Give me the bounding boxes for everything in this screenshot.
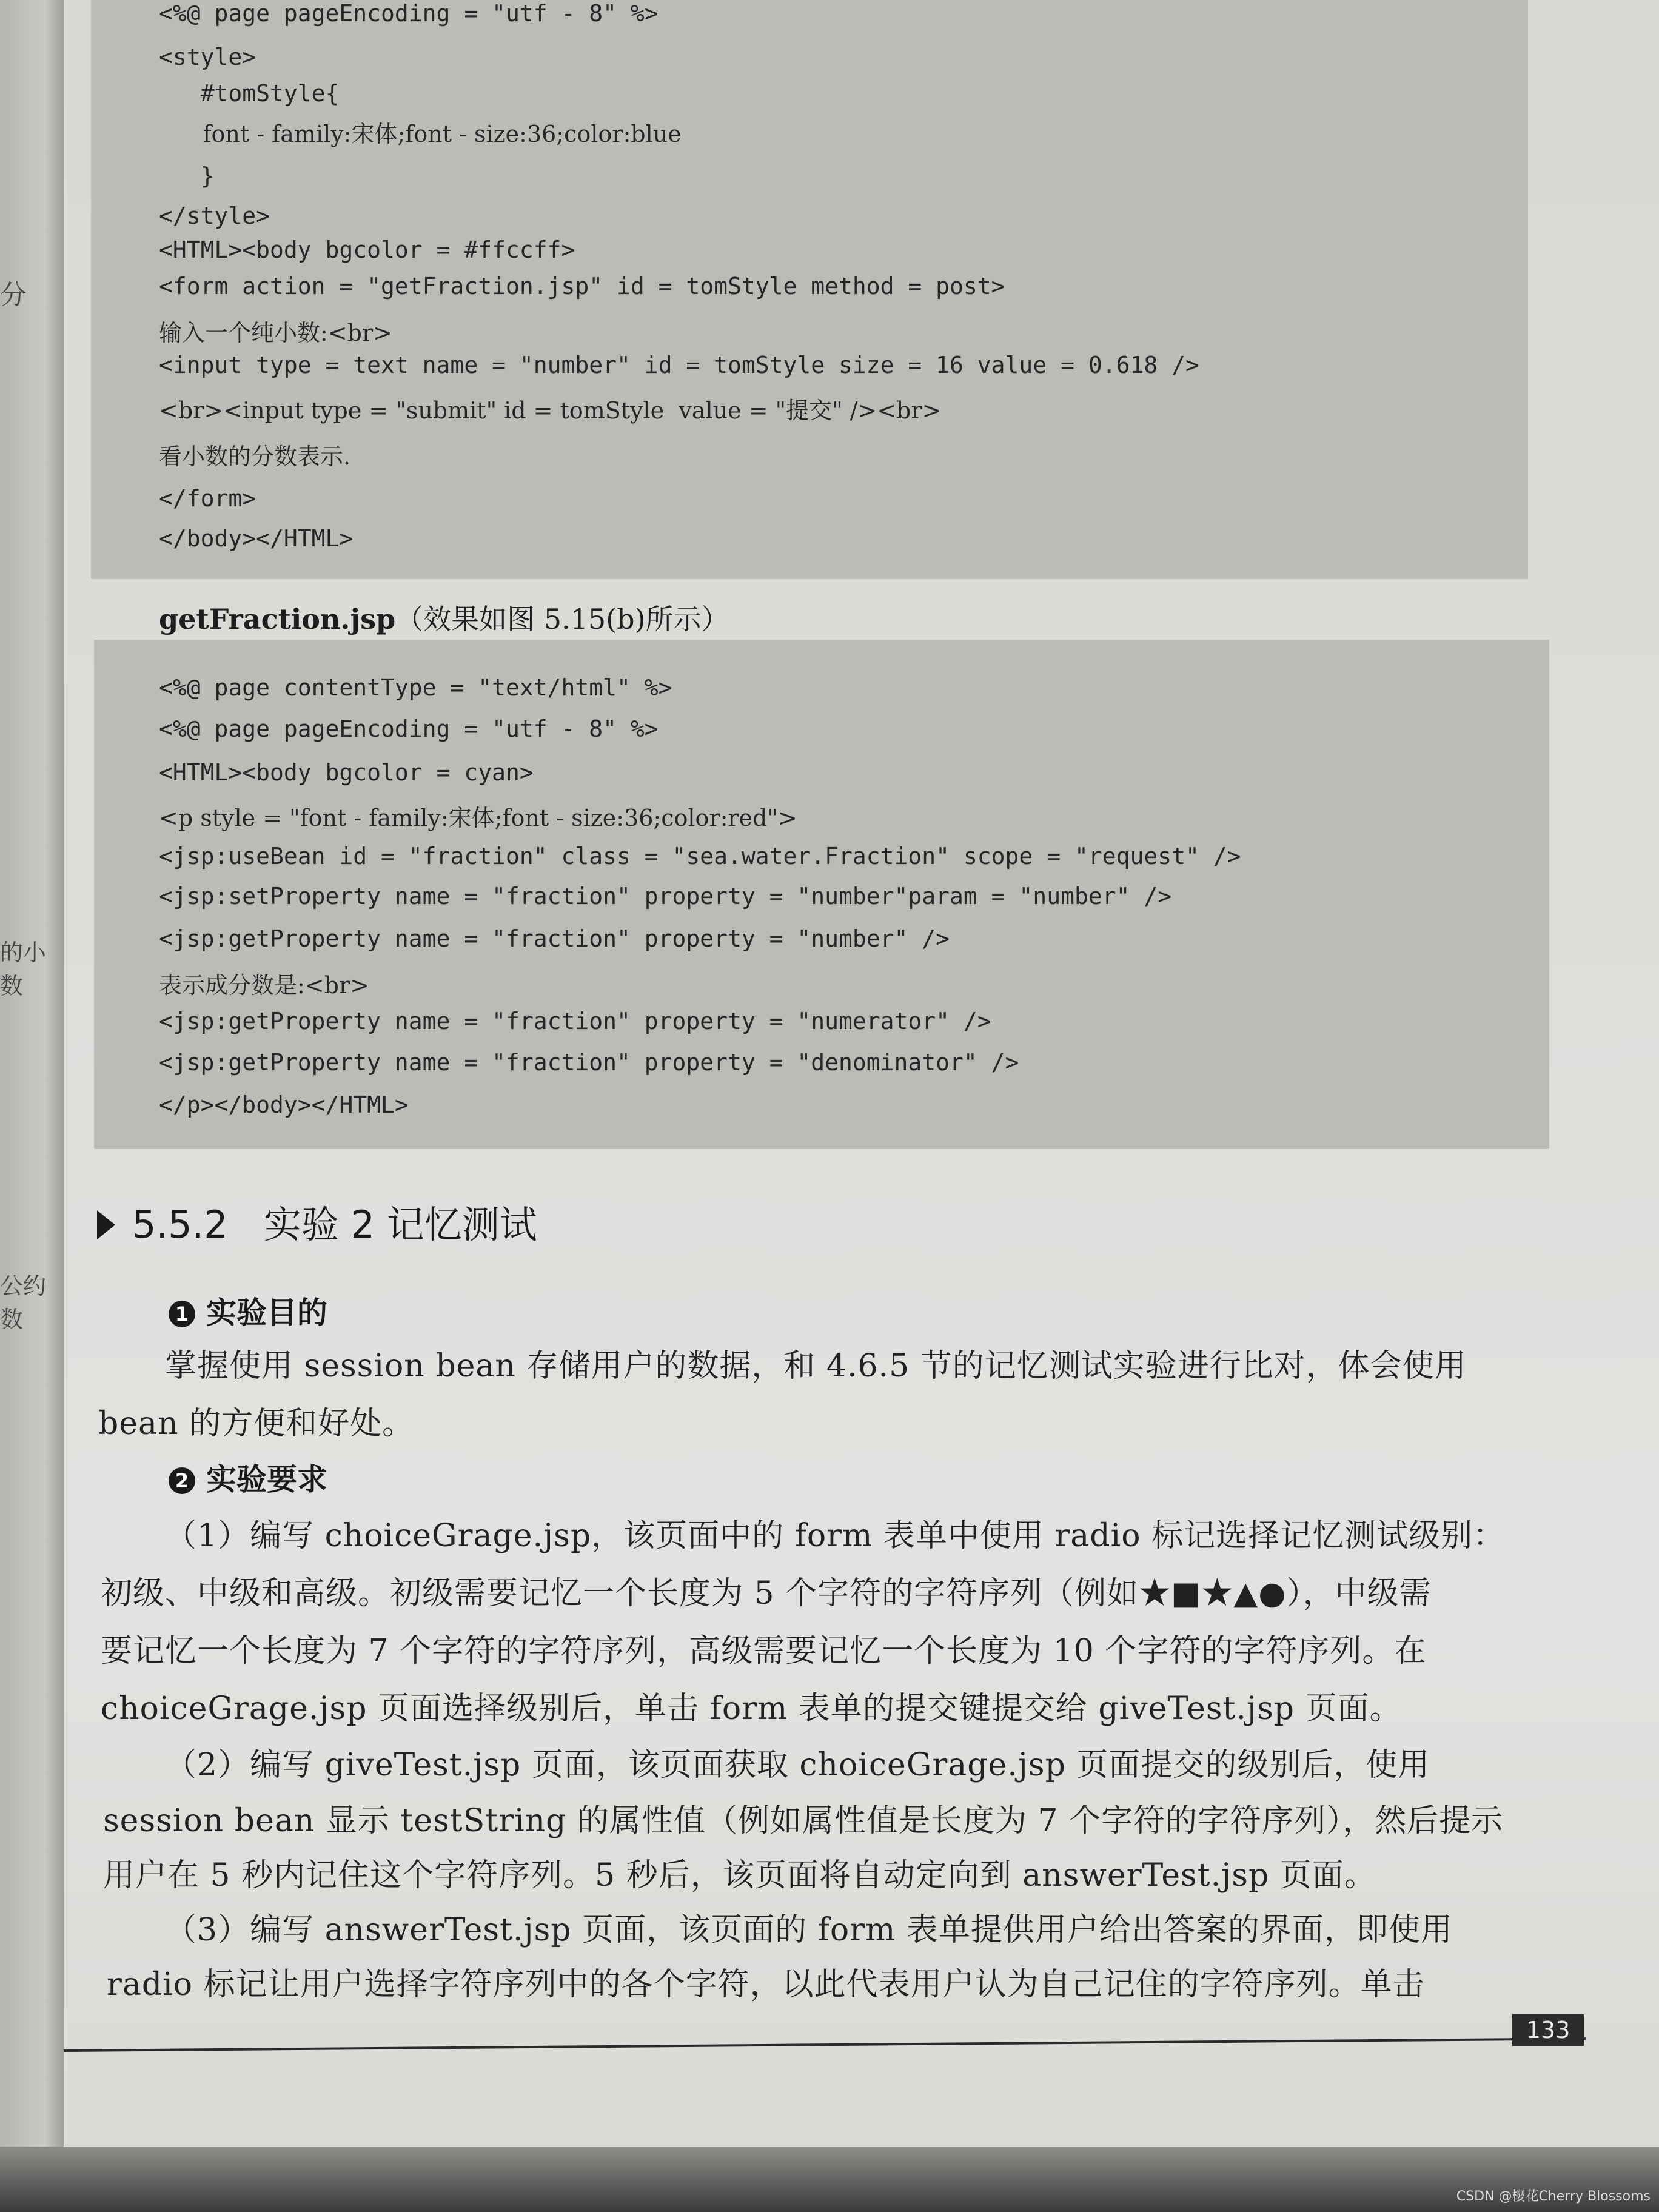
paragraph-line: 要记忆一个长度为 7 个字符的字符序列，高级需要记忆一个长度为 10 个字符的字符序列。在 [101, 1633, 1427, 1669]
subhead-requirements [169, 1455, 327, 1499]
code-line: 输入一个纯小数:<br> [159, 320, 392, 346]
code-line: 看小数的分数表示. [159, 443, 351, 470]
code-line: <form action = "getFraction.jsp" id = tomStyle method = post> [159, 273, 1005, 300]
code-line: <p style = "font - family:宋体;font - size:36;color:red"> [159, 805, 797, 831]
code-line: </body></HTML> [159, 525, 354, 552]
paragraph-line: （1）编写 choiceGrage.jsp，该页面中的 form 表单中使用 radio 标记选择记忆测试级别： [165, 1518, 1506, 1554]
section-heading [132, 1195, 537, 1248]
code-line: #tomStyle{ [159, 80, 340, 107]
code-line: <HTML><body bgcolor = cyan> [159, 759, 534, 786]
paragraph-line: （3）编写 answerTest.jsp 页面，该页面的 form 表单提供用户给出答案的界面，即使用 [165, 1912, 1453, 1948]
page-edge-shadow [0, 2147, 1659, 2212]
paragraph-line: 用户在 5 秒内记住这个字符序列。5 秒后，该页面将自动定向到 answerTest.jsp 页面。 [103, 1857, 1376, 1894]
code-line: font - family:宋体;font - size:36;color:blue [159, 121, 682, 147]
margin-fragment: 分 [0, 280, 27, 310]
code-line: <jsp:getProperty name = "fraction" property = "denominator" /> [159, 1049, 1019, 1076]
code-line: <jsp:setProperty name = "fraction" property = "number"param = "number" /> [159, 883, 1172, 910]
circled-number-icon: 2 [169, 1467, 195, 1494]
margin-fragment: 的小数 [0, 939, 47, 999]
paragraph-line: session bean 显示 testString 的属性值（例如属性值是长度为 7 个字符的字符序列），然后提示 [103, 1803, 1504, 1839]
caption-filename: getFraction.jsp [159, 603, 396, 635]
paragraph-line: （2）编写 giveTest.jsp 页面，该页面获取 choiceGrage.jsp 页面提交的级别后，使用 [165, 1747, 1430, 1783]
caption-note: （效果如图 5.15(b)所示） [395, 603, 729, 635]
code-line: <jsp:getProperty name = "fraction" property = "number" /> [159, 925, 950, 952]
code-line: 表示成分数是:<br> [159, 972, 369, 999]
paragraph-line: radio 标记让用户选择字符序列中的各个字符，以此代表用户认为自己记住的字符序列。单击 [107, 1966, 1425, 2003]
section-number: 5.5.2 [132, 1202, 228, 1247]
paragraph-line: choiceGrage.jsp 页面选择级别后，单击 form 表单的提交键提交给 giveTest.jsp 页面。 [101, 1691, 1402, 1727]
circled-number-icon: 1 [169, 1301, 195, 1327]
code-caption [159, 597, 729, 637]
previous-page-margin [0, 0, 64, 2212]
subhead-label: 实验目的 [206, 1295, 327, 1330]
subhead-label: 实验要求 [206, 1461, 327, 1497]
code-line: <%@ page contentType = "text/html" %> [159, 674, 672, 701]
code-line: <jsp:getProperty name = "fraction" property = "numerator" /> [159, 1008, 991, 1034]
code-line: } [159, 163, 215, 189]
subhead-purpose [169, 1289, 327, 1332]
watermark: CSDN @樱花Cherry Blossoms [1456, 2189, 1651, 2204]
section-marker-icon [97, 1210, 115, 1239]
paragraph-line: bean 的方便和好处。 [98, 1406, 415, 1442]
margin-fragment: 公约数 [0, 1273, 47, 1333]
page-number: 133 [1512, 2014, 1584, 2046]
section-title: 实验 2 记忆测试 [263, 1202, 537, 1247]
code-line: <HTML><body bgcolor = #ffccff> [159, 236, 575, 263]
code-line: <%@ page pageEncoding = "utf - 8" %> [159, 0, 659, 27]
code-line: </form> [159, 485, 256, 512]
code-line: <%@ page pageEncoding = "utf - 8" %> [159, 716, 659, 742]
paragraph-line: 掌握使用 session bean 存储用户的数据，和 4.6.5 节的记忆测试实验进行比对，体会使用 [165, 1348, 1467, 1384]
paragraph-line: 初级、中级和高级。初级需要记忆一个长度为 5 个字符的字符序列（例如★■★▲●），中级需 [101, 1575, 1432, 1612]
code-line: <input type = text name = "number" id = tomStyle size = 16 value = 0.618 /> [159, 352, 1199, 378]
code-line: <style> [159, 44, 256, 70]
code-line: <jsp:useBean id = "fraction" class = "sea.water.Fraction" scope = "request" /> [159, 843, 1241, 870]
code-line: </style> [159, 203, 270, 229]
code-line: <br><input type = "submit" id = tomStyle value = "提交" /><br> [159, 397, 942, 424]
code-line: </p></body></HTML> [159, 1091, 409, 1118]
